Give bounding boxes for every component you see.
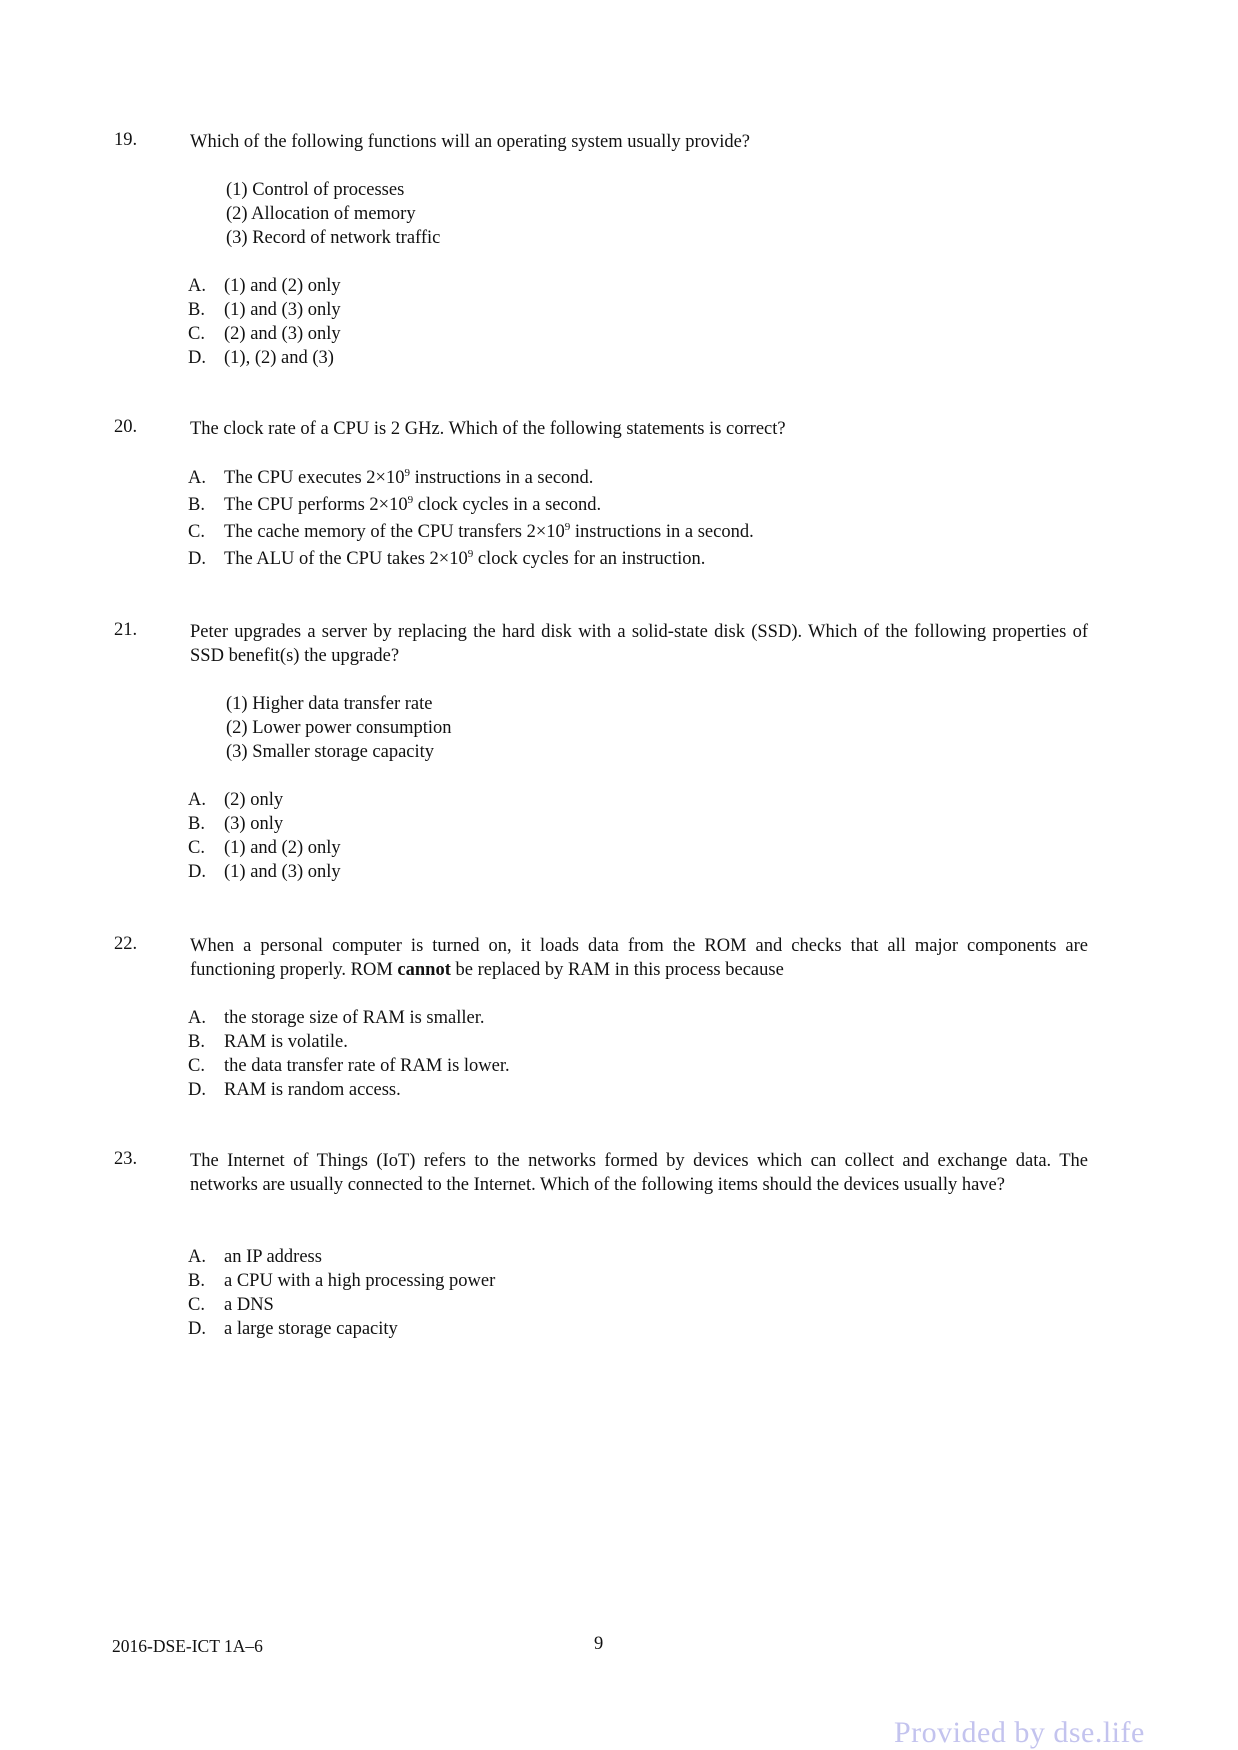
- watermark: Provided by dse.life: [894, 1716, 1145, 1749]
- option-text: (1) and (2) only: [224, 838, 341, 858]
- option-a: [188, 465, 754, 492]
- option-letter: B.: [188, 495, 205, 515]
- option-letter: D.: [188, 348, 206, 368]
- option-letter: A.: [188, 276, 206, 296]
- option-d: [188, 860, 341, 884]
- option-c: [188, 836, 341, 860]
- option-a: [188, 1245, 495, 1269]
- option-list: [188, 274, 341, 370]
- question-text: Peter upgrades a server by replacing the hard disk with a solid-state disk (SSD). Which of the following properties of SSD benefit(s) the upgrade?: [190, 622, 1088, 666]
- option-letter: D.: [188, 862, 206, 882]
- option-d: [188, 1078, 510, 1102]
- option-text: The cache memory of the CPU transfers $2\times 10^9$ instructions in a second.: [224, 520, 754, 542]
- statement-item: (2) Lower power consumption: [226, 718, 452, 738]
- option-letter: B.: [188, 1032, 205, 1052]
- question-number: 22.: [114, 934, 138, 954]
- statement-item: (1) Control of processes: [226, 180, 405, 200]
- option-text: a large storage capacity: [224, 1319, 398, 1339]
- question-number: 21.: [114, 620, 138, 640]
- option-list: [188, 465, 754, 573]
- option-letter: B.: [188, 300, 205, 320]
- option-letter: A.: [188, 1247, 206, 1267]
- option-letter: A.: [188, 1008, 206, 1028]
- option-letter: B.: [188, 814, 205, 834]
- statement-item: (2) Allocation of memory: [226, 204, 416, 224]
- option-a: [188, 1006, 510, 1030]
- question-text: The Internet of Things (IoT) refers to the networks formed by devices which can collect and exchange data. The networks are usually connected to the Internet. Which of the following items should the devices usually have?: [190, 1151, 1088, 1195]
- option-b: [188, 1269, 495, 1293]
- option-letter: A.: [188, 468, 206, 488]
- option-b: [188, 1030, 510, 1054]
- option-text: a DNS: [224, 1295, 274, 1315]
- option-text: (1) and (3) only: [224, 300, 341, 320]
- option-text: RAM is random access.: [224, 1080, 401, 1100]
- statement-list: [226, 178, 440, 250]
- option-a: [188, 274, 341, 298]
- option-letter: C.: [188, 1295, 205, 1315]
- option-c: [188, 322, 341, 346]
- option-letter: D.: [188, 549, 206, 569]
- option-text: (2) and (3) only: [224, 324, 341, 344]
- option-c: [188, 1293, 495, 1317]
- question-number: 20.: [114, 417, 138, 437]
- question-number: 19.: [114, 130, 138, 150]
- option-letter: C.: [188, 324, 205, 344]
- statement-list: [226, 692, 452, 764]
- option-list: [188, 1006, 510, 1102]
- option-text: the storage size of RAM is smaller.: [224, 1008, 485, 1028]
- option-b: [188, 492, 754, 519]
- option-letter: B.: [188, 1271, 205, 1291]
- option-c: [188, 1054, 510, 1078]
- option-text: The ALU of the CPU takes $2\times 10^9$ clock cycles for an instruction.: [224, 547, 706, 569]
- option-letter: C.: [188, 1056, 205, 1076]
- option-text: the data transfer rate of RAM is lower.: [224, 1056, 510, 1076]
- option-text: (1), (2) and (3): [224, 348, 334, 368]
- paper-code: 2016-DSE-ICT 1A–6: [112, 1636, 263, 1656]
- option-d: [188, 546, 754, 573]
- option-text: (1) and (2) only: [224, 276, 341, 296]
- option-text: (1) and (3) only: [224, 862, 341, 882]
- option-letter: D.: [188, 1319, 206, 1339]
- option-b: [188, 298, 341, 322]
- statement-item: (3) Smaller storage capacity: [226, 742, 435, 762]
- question-text: The clock rate of a CPU is 2 GHz. Which of the following statements is correct?: [190, 419, 786, 439]
- question-text: Which of the following functions will an operating system usually provide?: [190, 132, 751, 152]
- statement-item: (3) Record of network traffic: [226, 228, 441, 248]
- option-text: The CPU executes $2\times 10^9$ instructions in a second.: [224, 466, 594, 488]
- option-d: [188, 1317, 495, 1341]
- statement-item: (1) Higher data transfer rate: [226, 694, 433, 714]
- option-text: an IP address: [224, 1247, 322, 1267]
- option-text: RAM is volatile.: [224, 1032, 348, 1052]
- option-text: (2) only: [224, 790, 284, 810]
- question-text: When a personal computer is turned on, it loads data from the ROM and checks that all major components are functioning properly. ROM cannot be replaced by RAM in this process because: [190, 936, 1088, 980]
- option-c: [188, 519, 754, 546]
- option-list: [188, 1245, 495, 1341]
- option-d: [188, 346, 341, 370]
- page-number: 9: [594, 1634, 604, 1654]
- option-letter: C.: [188, 522, 205, 542]
- option-a: [188, 788, 341, 812]
- option-letter: D.: [188, 1080, 206, 1100]
- option-letter: A.: [188, 790, 206, 810]
- option-text: a CPU with a high processing power: [224, 1271, 496, 1291]
- option-text: (3) only: [224, 814, 284, 834]
- option-b: [188, 812, 341, 836]
- option-letter: C.: [188, 838, 205, 858]
- question-number: 23.: [114, 1149, 138, 1169]
- option-list: [188, 788, 341, 884]
- option-text: The CPU performs $2\times 10^9$ clock cycles in a second.: [224, 493, 602, 515]
